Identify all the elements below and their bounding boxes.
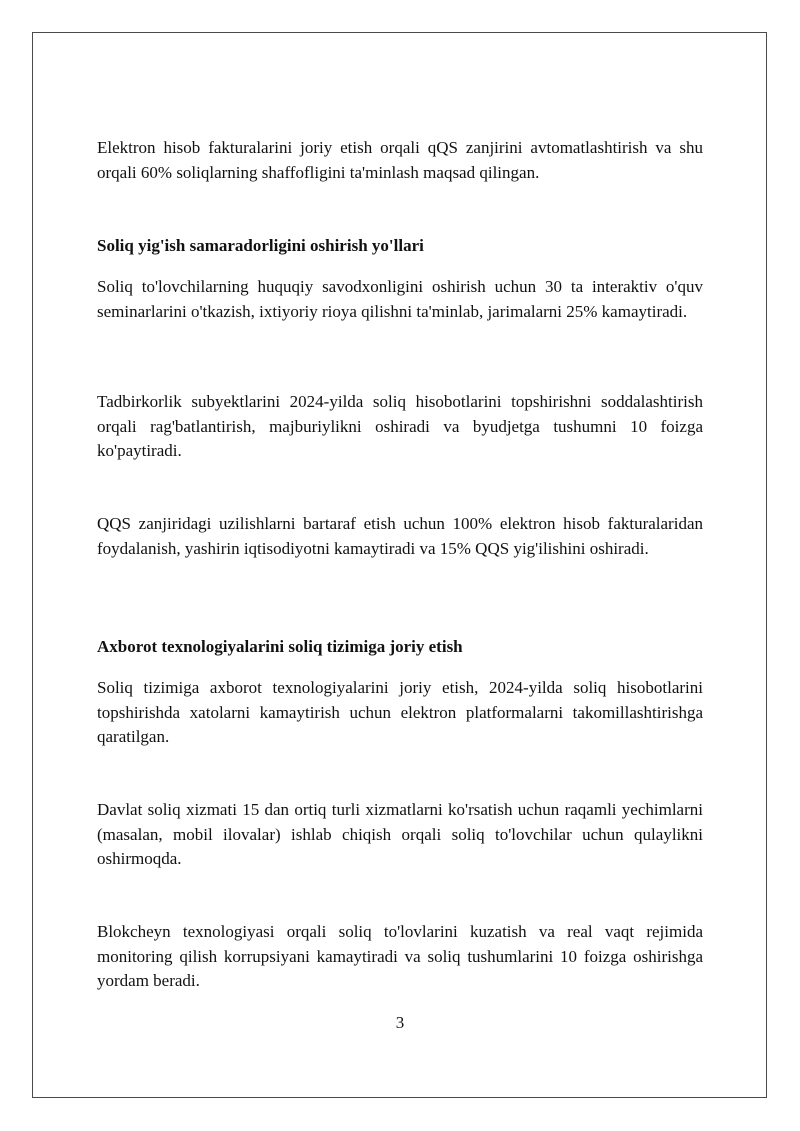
section-heading-it-integration: Axborot texnologiyalarini soliq tizimiga joriy etish (97, 637, 463, 656)
paragraph-blockchain: Blokcheyn texnologiyasi orqali soliq to'lovlarini kuzatish va real vaqt rejimida monitoring qilish korrupsiyani kamaytiradi va soliq tushumlarini 10 foizga oshirishga yordam beradi. (97, 922, 703, 990)
page-number: 3 (395, 1013, 405, 1032)
paragraph-digital-services: Davlat soliq xizmati 15 dan ortiq turli xizmatlarni ko'rsatish uchun raqamli yechimlarni (masalan, mobil ilovalar) ishlab chiqish orqali soliq to'lovchilar uchun qulaylikni oshirmoqda. (97, 800, 703, 868)
section-heading-tax-collection: Soliq yig'ish samaradorligini oshirish yo'llari (97, 236, 424, 255)
paragraph-business-reporting: Tadbirkorlik subyektlarini 2024-yilda soliq hisobotlarini topshirishni soddalashtirish orqali rag'batlantirish, majburiylikni oshiradi va byudjetga tushumni 10 foizga ko'paytiradi. (97, 392, 703, 460)
paragraph-legal-literacy: Soliq to'lovchilarning huquqiy savodxonligini oshirish uchun 30 ta interaktiv o'quv seminarlarini o'tkazish, ixtiyoriy rioya qilishni ta'minlab, jarimalarni 25% kamaytiradi. (97, 277, 703, 321)
paragraph-vat-chain: QQS zanjiridagi uzilishlarni bartaraf etish uchun 100% elektron hisob fakturalaridan foydalanish, yashirin iqtisodiyotni kamaytiradi va 15% QQS yig'ilishini oshiradi. (97, 514, 703, 558)
paragraph-vat-automation: Elektron hisob fakturalarini joriy etish orqali qQS zanjirini avtomatlashtirish va shu orqali 60% soliqlarning shaffofligini ta'minlash maqsad qilingan. (97, 138, 703, 182)
paragraph-it-platforms: Soliq tizimiga axborot texnologiyalarini joriy etish, 2024-yilda soliq hisobotlarini topshirishda xatolarni kamaytirish uchun elektron platformalarni takomillashtirishga qaratilgan. (97, 678, 703, 746)
